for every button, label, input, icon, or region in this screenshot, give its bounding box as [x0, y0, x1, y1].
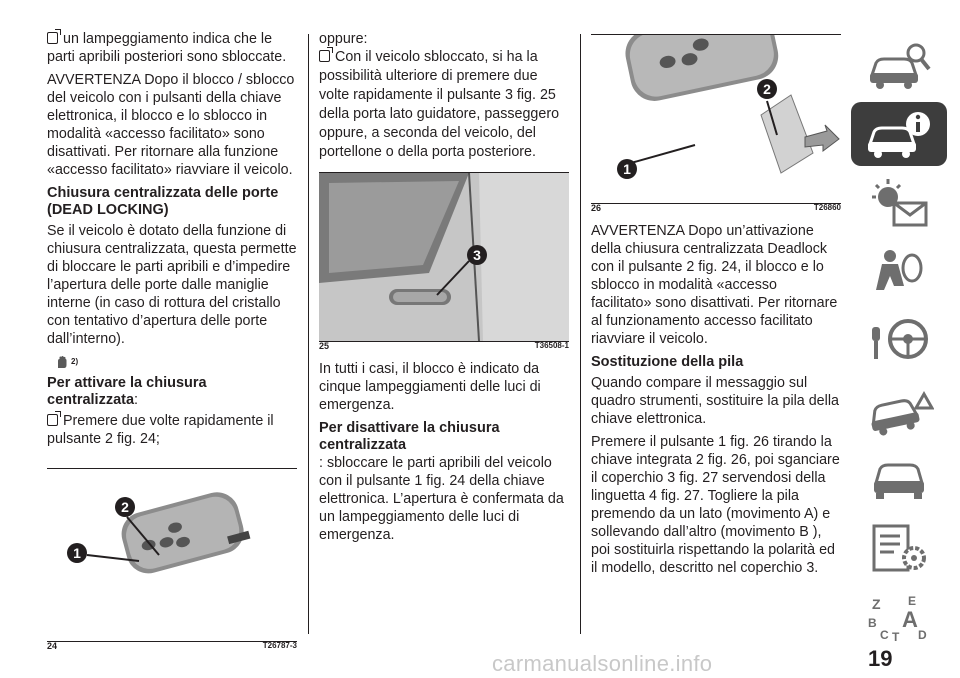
callout-1: 1 [73, 545, 81, 562]
paragraph: un lampeggiamento indica che le parti apribili posteriori sono sbloccate. [47, 31, 287, 65]
car-road-icon [864, 384, 934, 436]
section-heading: Per attivare la chiusura centralizzata: [47, 375, 207, 409]
svg-text:B: B [868, 616, 877, 630]
warning-reference: 2) [55, 353, 297, 371]
page-number: 19 [868, 646, 893, 671]
key-steering-wheel-icon [864, 315, 934, 367]
svg-text:A: A [902, 607, 918, 632]
paragraph: oppure: [319, 31, 368, 47]
chapter-tab-index[interactable] [851, 585, 947, 649]
paragraph: Quando compare il messaggio sul quadro strumenti, sostituire la pila della chiave elettronica. [591, 375, 839, 427]
section-heading: Chiusura centralizzata delle porte (DEAD LOCKING) [47, 185, 279, 218]
figure-caption: 26 T26860 [591, 203, 841, 213]
paragraph: Premere due volte rapidamente il pulsante 2 fig. 24; [47, 413, 274, 448]
door-handle-photo [319, 173, 569, 341]
chapter-tab-start-drive[interactable] [851, 309, 947, 373]
paragraph: Premere il pulsante 1 fig. 26 tirando la chiave integrata 2 fig. 26, poi sganciare il coperchio 3 fig. 27 servendosi della linguetta 4 fig. 27. Togliere la pila premendo da un lato (movimento A) e sollevando dall’altro (movimento B ), poi sostituirla rispettando la polarità ed il modello, descritto nel coperchio 3. [591, 434, 840, 576]
checklist-gear-icon [864, 522, 934, 574]
chapter-tab-maintenance[interactable] [851, 447, 947, 511]
svg-text:T: T [892, 630, 900, 643]
bullet-icon [47, 414, 58, 426]
chapter-tab-technical-data[interactable] [851, 516, 947, 580]
warning-hand-icon [55, 355, 69, 369]
figure-25 [319, 172, 569, 351]
column-divider [580, 34, 581, 634]
car-front-icon [864, 453, 934, 505]
callout-1: 1 [623, 161, 631, 177]
chapter-tab-emergency[interactable] [851, 378, 947, 442]
callout-2: 2 [121, 499, 129, 516]
car-search-icon [864, 39, 934, 91]
person-airbag-icon [864, 246, 934, 298]
paragraph: Con il veicolo sbloccato, si ha la possibilità ulteriore di premere due volte rapidamente il pulsante 3 fig. 25 della porta lato guidatore, passeggero oppure, a seconda del veicolo, del portellone o della porta posteriore. [319, 49, 560, 160]
warning-paragraph: AVVERTENZA Dopo il blocco / sblocco del veicolo con i pulsanti della chiave elettronica, il blocco e lo sblocco in modalità «accesso facilitato» sono disattivati. Per ritornare alla funzione «accesso facilitato» riavviare il veicolo. [47, 72, 295, 178]
paragraph: : sbloccare le parti apribili del veicolo con il pulsante 1 fig. 24 della chiave elettronica. L’apertura è confermata da un lampeggiamento delle luci di emergenza. [319, 455, 564, 543]
svg-text:D: D [918, 628, 927, 642]
callout-3: 3 [473, 247, 481, 263]
bullet-icon [47, 32, 58, 44]
warning-paragraph: AVVERTENZA Dopo un’attivazione della chiusura centralizzata Deadlock con il pulsante 2 fig. 24, il blocco e lo sblocco in modalità «accesso facilitato» sono disattivati. Per ritornare al funzionamento accesso facilitato riavviare il veicolo. [591, 223, 838, 347]
column-1 [47, 30, 297, 652]
chapter-sidebar [851, 33, 947, 654]
section-heading: Sostituzione della pila [591, 354, 744, 370]
car-info-icon [864, 108, 934, 160]
paragraph: In tutti i casi, il blocco è indicato da cinque lampeggiamenti delle luci di emergenza. [319, 361, 541, 413]
section-heading: Per disattivare la chiusura centralizzata [319, 420, 500, 453]
column-3 [591, 30, 841, 582]
column-2 [319, 30, 569, 549]
chapter-tab-car-search[interactable] [851, 33, 947, 97]
svg-text:C: C [880, 628, 889, 642]
paragraph: Se il veicolo è dotato della funzione di chiusura centralizzata, questa permette di bloccare le parti apribili e d’impedire l’apertura delle porte dalle maniglie interne (in caso di rottura del cristallo con tentativo d’apertura delle porte dall’interno). [47, 223, 297, 347]
alphabet-index-icon [864, 591, 934, 643]
figure-24 [47, 468, 297, 652]
svg-text:Z: Z [872, 596, 881, 612]
figure-caption: 25 T36508-1 [319, 341, 569, 351]
figure-26 [591, 34, 841, 213]
warning-light-mail-icon [864, 177, 934, 229]
column-divider [308, 34, 309, 634]
callout-2: 2 [763, 81, 771, 97]
bullet-icon [319, 50, 330, 62]
smart-key-illustration [47, 469, 297, 641]
key-battery-illustration [591, 35, 841, 203]
chapter-tab-safety[interactable] [851, 240, 947, 304]
figure-caption: 24 T26787-3 [47, 641, 297, 652]
svg-text:E: E [908, 594, 917, 608]
chapter-tab-warning-lights[interactable] [851, 171, 947, 235]
watermark: carmanualsonline.info [492, 651, 713, 676]
chapter-tab-car-info[interactable] [851, 102, 947, 166]
